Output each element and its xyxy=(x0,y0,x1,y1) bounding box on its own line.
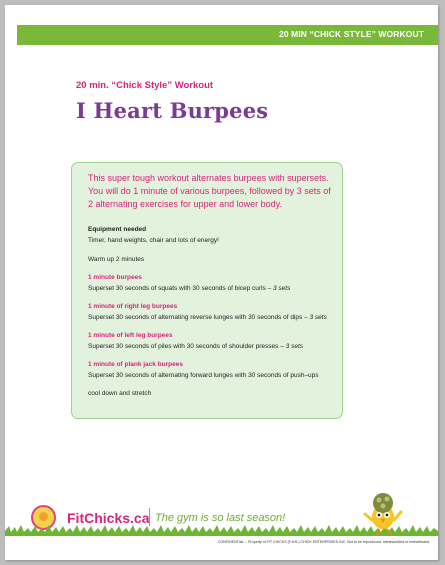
section-text: Superset 30 seconds of squats with 30 seconds of bicep curls – 3 sets xyxy=(88,285,291,292)
section-text: Superset 30 seconds of alternating forward lunges with 30 seconds of push–ups xyxy=(88,372,319,379)
page xyxy=(5,5,438,560)
section-text: Superset 30 seconds of piles with 30 seconds of shoulder presses – 3 sets xyxy=(88,343,303,350)
top-banner xyxy=(17,25,438,45)
warmup-text: Warm up 2 minutes xyxy=(88,256,145,263)
cooldown-text: cool down and stretch xyxy=(88,390,152,397)
section-heading: 1 minute burpees xyxy=(88,274,142,281)
section-heading: 1 minute of plank jack burpees xyxy=(88,361,183,368)
section-heading: 1 minute of left leg burpees xyxy=(88,332,173,339)
workout-box xyxy=(71,162,343,419)
tagline: The gym is so last season! xyxy=(155,512,286,524)
fitchicks-logo-text[interactable]: FitChicks.ca xyxy=(67,510,150,526)
footer xyxy=(5,490,438,560)
page-title: I Heart Burpees xyxy=(76,98,269,123)
banner-text: 20 MIN “CHICK STYLE” WORKOUT xyxy=(279,29,424,39)
intro-text: This super tough workout alternates burpees with supersets. You will do 1 minute of various burpees, followed by 3 sets of 2 alternating exercises for upper and lower body. xyxy=(88,173,331,209)
equipment-heading: Equipment needed xyxy=(88,226,147,233)
chick-mascot-icon xyxy=(361,490,405,538)
equipment-text: Timer, hand weights, chair and lots of energy! xyxy=(88,237,219,244)
section-text: Superset 30 seconds of alternating reverse lunges with 30 seconds of dips – 3 sets xyxy=(88,314,327,321)
subtitle: 20 min. “Chick Style” Workout xyxy=(76,80,214,91)
section-heading: 1 minute of right leg burpees xyxy=(88,303,178,310)
confidential-notice: CONFIDENTIAL – Property of FIT CHICKS (F.A.B.) CHICK ENTERPRISES INC. Not to be reproduced, retransmitted or redistributed. xyxy=(217,540,430,544)
